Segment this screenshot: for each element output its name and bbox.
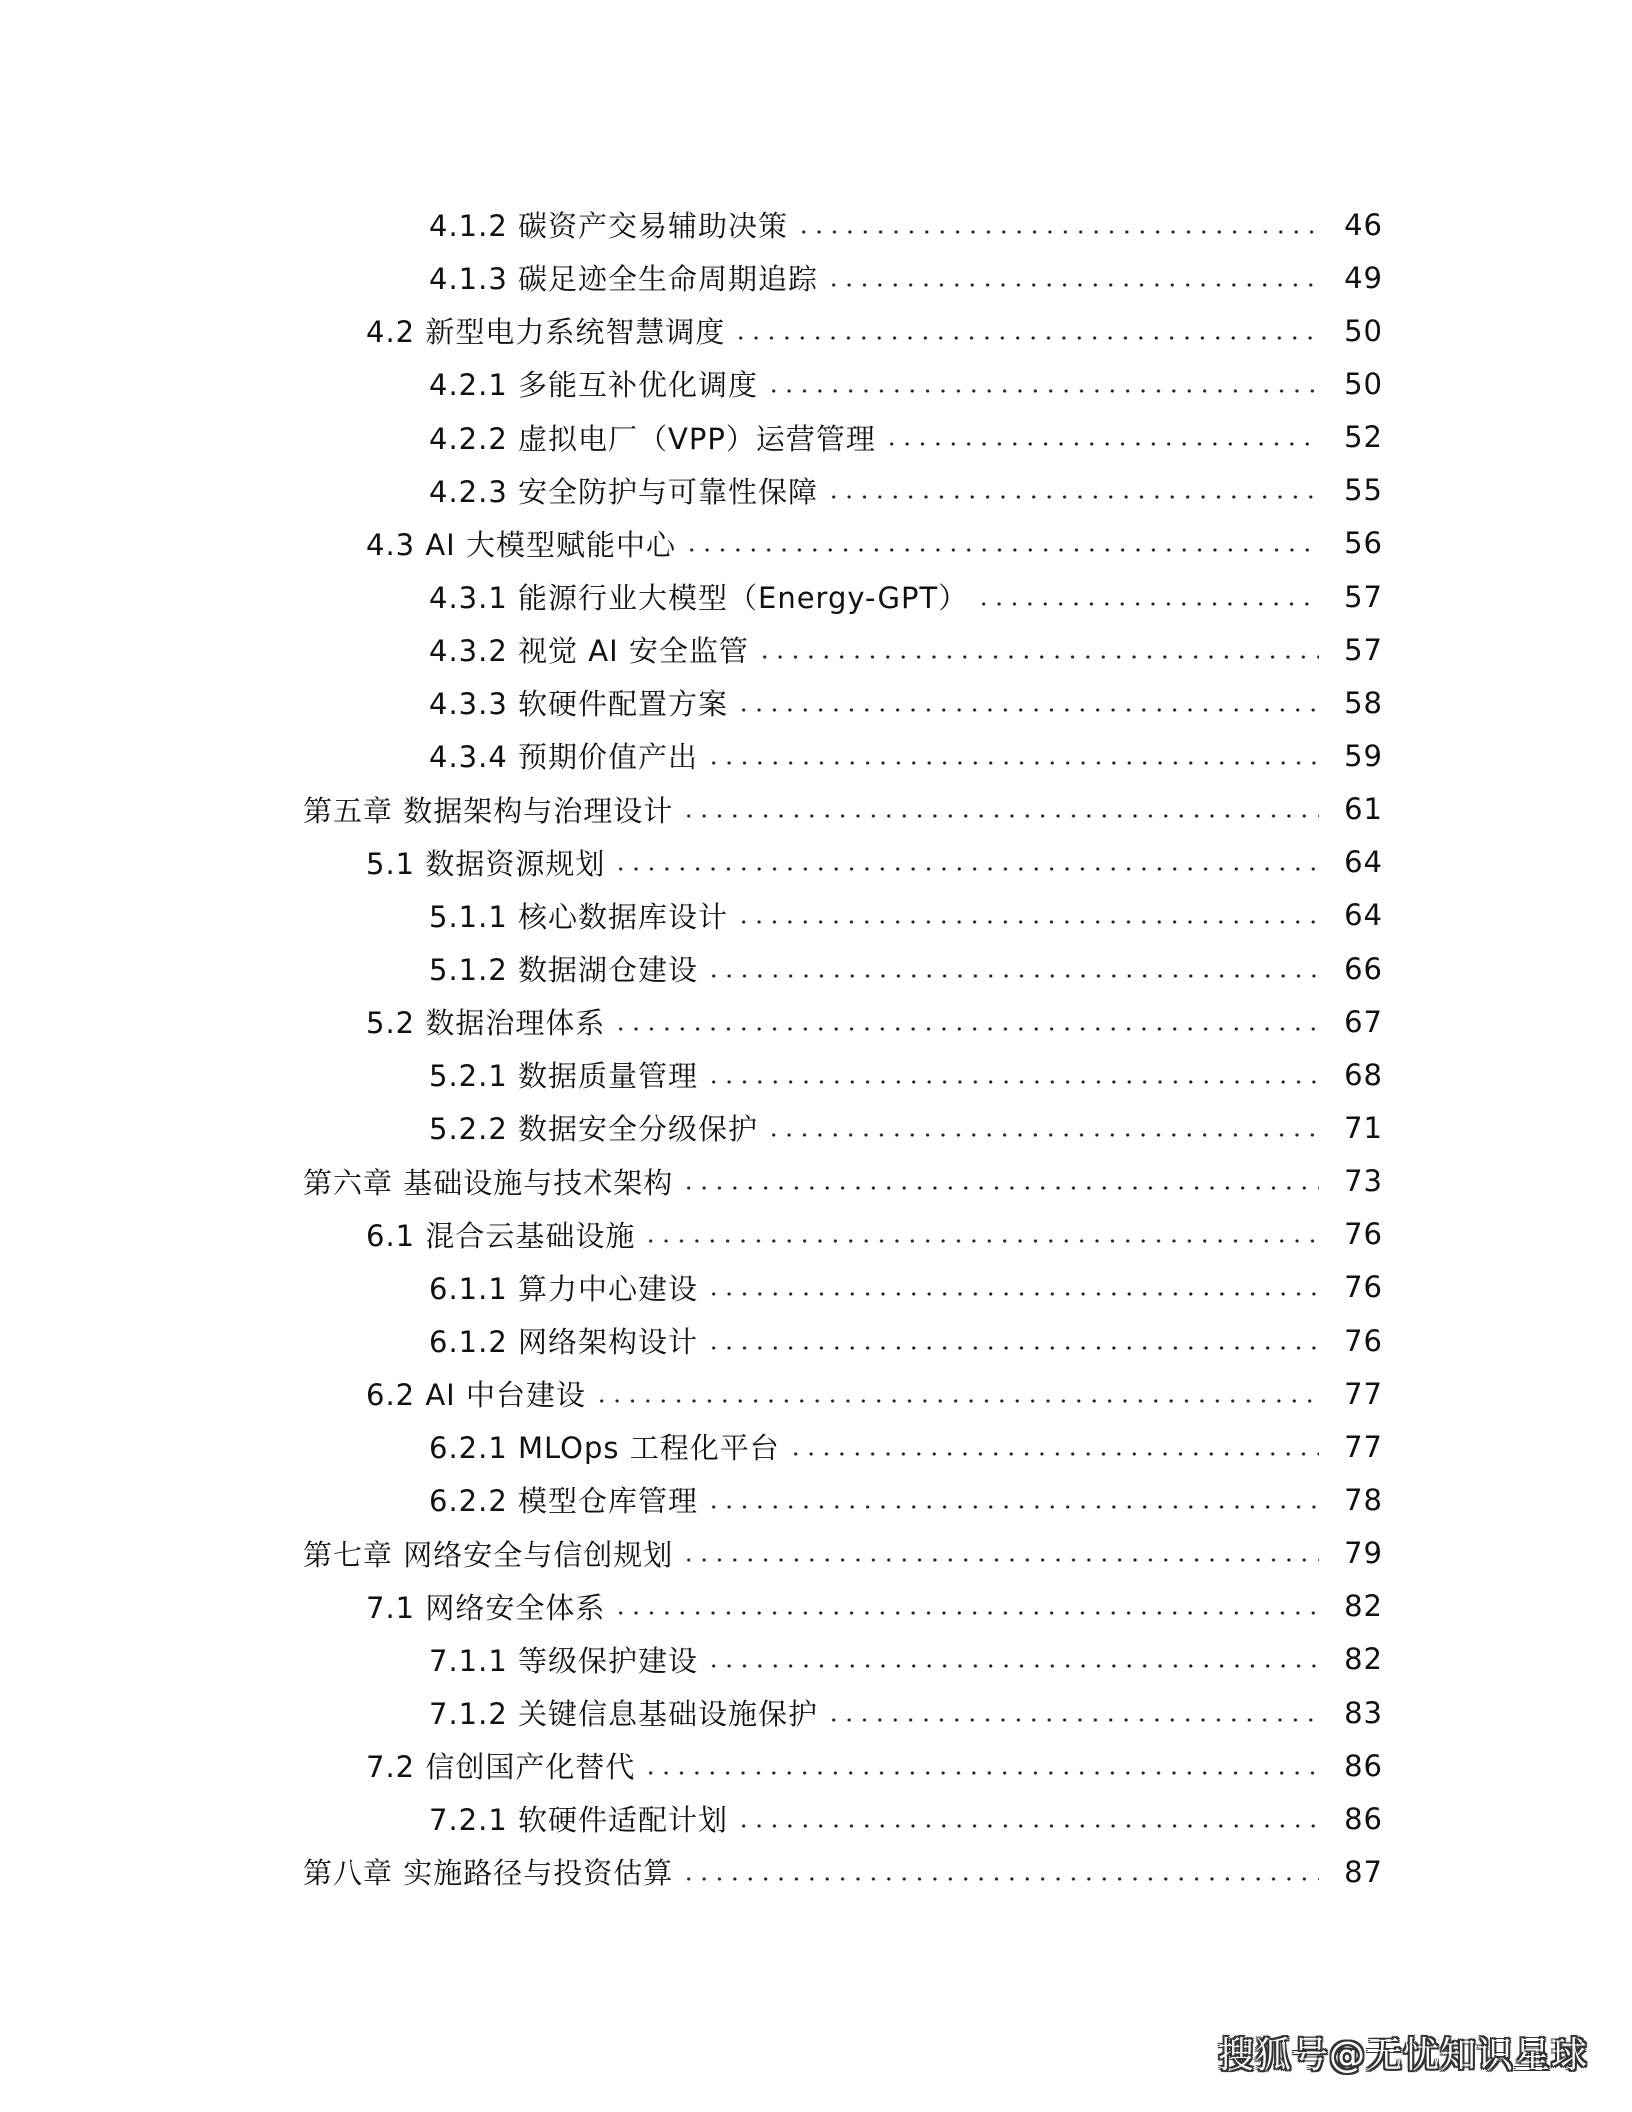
toc-entry-title: 4.3.3 软硬件配置方案 bbox=[429, 687, 729, 722]
toc-subsection-entry[interactable] bbox=[0, 1048, 1632, 1101]
dot-leader bbox=[706, 974, 1319, 978]
toc-subsection-entry[interactable] bbox=[0, 729, 1632, 782]
dot-leader bbox=[736, 920, 1319, 924]
toc-page-number: 73 bbox=[1344, 1164, 1383, 1199]
dot-leader bbox=[736, 708, 1319, 712]
dot-leader bbox=[826, 1718, 1319, 1722]
toc-page-number: 86 bbox=[1344, 1801, 1383, 1836]
toc-entry-title: 5.2.1 数据质量管理 bbox=[429, 1059, 699, 1094]
toc-page-number: 66 bbox=[1344, 951, 1383, 986]
dot-leader bbox=[976, 602, 1319, 606]
toc-entry-title: 7.2.1 软硬件适配计划 bbox=[429, 1803, 729, 1838]
dot-leader bbox=[757, 655, 1319, 659]
dot-leader bbox=[681, 1558, 1319, 1562]
dot-leader bbox=[643, 1239, 1319, 1243]
dot-leader bbox=[706, 1505, 1319, 1509]
dot-leader bbox=[706, 1292, 1319, 1296]
toc-section-entry[interactable] bbox=[0, 304, 1632, 357]
dot-leader bbox=[788, 1452, 1319, 1456]
dot-leader bbox=[884, 442, 1319, 446]
dot-leader bbox=[681, 1186, 1319, 1190]
toc-subsection-entry[interactable] bbox=[0, 1633, 1632, 1686]
toc-subsection-entry[interactable] bbox=[0, 1420, 1632, 1473]
toc-entry-title: 5.1.2 数据湖仓建设 bbox=[429, 953, 699, 988]
toc-entry-title: 6.1 混合云基础设施 bbox=[366, 1218, 636, 1253]
dot-leader bbox=[594, 1399, 1319, 1403]
toc-entry-title: 4.3.2 视觉 AI 安全监管 bbox=[429, 634, 749, 669]
dot-leader bbox=[681, 814, 1319, 818]
dot-leader bbox=[684, 548, 1319, 552]
toc-entry-title: 4.2.3 安全防护与可靠性保障 bbox=[429, 474, 819, 509]
toc-page-number: 76 bbox=[1344, 1217, 1383, 1252]
toc-subsection-entry[interactable] bbox=[0, 1261, 1632, 1314]
toc-page-number: 61 bbox=[1344, 792, 1383, 827]
toc-page-number: 50 bbox=[1344, 313, 1383, 348]
toc-section-entry[interactable] bbox=[0, 1580, 1632, 1633]
toc-subsection-entry[interactable] bbox=[0, 1792, 1632, 1845]
toc-entry-title: 6.2.2 模型仓库管理 bbox=[429, 1484, 699, 1519]
toc-subsection-entry[interactable] bbox=[0, 198, 1632, 251]
toc-page-number: 77 bbox=[1344, 1429, 1383, 1464]
toc-entry-title: 5.1 数据资源规划 bbox=[366, 846, 606, 881]
table-of-contents bbox=[0, 198, 1632, 1899]
toc-entry-title: 4.2.2 虚拟电厂（VPP）运营管理 bbox=[429, 421, 876, 456]
toc-page-number: 64 bbox=[1344, 845, 1383, 880]
dot-leader bbox=[826, 495, 1319, 499]
toc-entry-title: 6.2 AI 中台建设 bbox=[366, 1378, 586, 1413]
toc-page-number: 58 bbox=[1344, 685, 1383, 720]
toc-entry-title: 7.2 信创国产化替代 bbox=[366, 1750, 636, 1785]
toc-entry-title: 5.1.1 核心数据库设计 bbox=[429, 899, 729, 934]
toc-page-number: 57 bbox=[1344, 632, 1383, 667]
dot-leader bbox=[613, 867, 1319, 871]
toc-page-number: 76 bbox=[1344, 1270, 1383, 1305]
toc-page-number: 67 bbox=[1344, 1004, 1383, 1039]
toc-page-number: 55 bbox=[1344, 473, 1383, 508]
dot-leader bbox=[766, 389, 1319, 393]
toc-page-number: 77 bbox=[1344, 1376, 1383, 1411]
toc-subsection-entry[interactable] bbox=[0, 1686, 1632, 1739]
toc-subsection-entry[interactable] bbox=[0, 942, 1632, 995]
toc-section-entry[interactable] bbox=[0, 995, 1632, 1048]
toc-entry-title: 4.1.3 碳足迹全生命周期追踪 bbox=[429, 262, 819, 297]
toc-page-number: 82 bbox=[1344, 1642, 1383, 1677]
toc-page-number: 82 bbox=[1344, 1589, 1383, 1624]
dot-leader bbox=[706, 1080, 1319, 1084]
toc-entry-title: 7.1 网络安全体系 bbox=[366, 1590, 606, 1625]
toc-page-number: 78 bbox=[1344, 1482, 1383, 1517]
toc-subsection-entry[interactable] bbox=[0, 570, 1632, 623]
toc-subsection-entry[interactable] bbox=[0, 251, 1632, 304]
toc-entry-title: 4.2 新型电力系统智慧调度 bbox=[366, 315, 726, 350]
toc-chapter-entry[interactable] bbox=[0, 783, 1632, 836]
toc-subsection-entry[interactable] bbox=[0, 1314, 1632, 1367]
dot-leader bbox=[733, 336, 1319, 340]
toc-entry-title: 6.2.1 MLOps 工程化平台 bbox=[429, 1431, 780, 1466]
toc-subsection-entry[interactable] bbox=[0, 889, 1632, 942]
toc-page-number: 87 bbox=[1344, 1854, 1383, 1889]
toc-chapter-entry[interactable] bbox=[0, 1845, 1632, 1898]
toc-page-number: 79 bbox=[1344, 1536, 1383, 1571]
toc-entry-title: 第五章 数据架构与治理设计 bbox=[303, 793, 674, 828]
dot-leader bbox=[706, 1664, 1319, 1668]
toc-entry-title: 5.2 数据治理体系 bbox=[366, 1006, 606, 1041]
dot-leader bbox=[681, 1877, 1319, 1881]
toc-chapter-entry[interactable] bbox=[0, 1155, 1632, 1208]
dot-leader bbox=[736, 1824, 1319, 1828]
toc-page-number: 76 bbox=[1344, 1323, 1383, 1358]
toc-page-number: 46 bbox=[1344, 207, 1383, 242]
toc-section-entry[interactable] bbox=[0, 517, 1632, 570]
toc-page-number: 86 bbox=[1344, 1748, 1383, 1783]
toc-page-number: 68 bbox=[1344, 1057, 1383, 1092]
toc-entry-title: 4.3 AI 大模型赋能中心 bbox=[366, 527, 676, 562]
toc-entry-title: 4.3.4 预期价值产出 bbox=[429, 740, 699, 775]
dot-leader bbox=[826, 283, 1319, 287]
toc-entry-title: 4.1.2 碳资产交易辅助决策 bbox=[429, 209, 789, 244]
dot-leader bbox=[643, 1771, 1319, 1775]
toc-page-number: 52 bbox=[1344, 420, 1383, 455]
toc-subsection-entry[interactable] bbox=[0, 623, 1632, 676]
dot-leader bbox=[613, 1027, 1319, 1031]
toc-entry-title: 6.1.2 网络架构设计 bbox=[429, 1325, 699, 1360]
toc-entry-title: 4.2.1 多能互补优化调度 bbox=[429, 368, 759, 403]
toc-subsection-entry[interactable] bbox=[0, 464, 1632, 517]
dot-leader bbox=[613, 1611, 1319, 1615]
toc-page-number: 59 bbox=[1344, 738, 1383, 773]
toc-entry-title: 第八章 实施路径与投资估算 bbox=[303, 1856, 674, 1891]
toc-page-number: 49 bbox=[1344, 260, 1383, 295]
toc-entry-title: 5.2.2 数据安全分级保护 bbox=[429, 1112, 759, 1147]
toc-section-entry[interactable] bbox=[0, 836, 1632, 889]
toc-section-entry[interactable] bbox=[0, 1739, 1632, 1792]
toc-entry-title: 7.1.1 等级保护建设 bbox=[429, 1643, 699, 1678]
toc-entry-title: 7.1.2 关键信息基础设施保护 bbox=[429, 1697, 819, 1731]
toc-subsection-entry[interactable] bbox=[0, 676, 1632, 729]
toc-subsection-entry[interactable] bbox=[0, 411, 1632, 464]
toc-section-entry[interactable] bbox=[0, 1367, 1632, 1420]
toc-entry-title: 4.3.1 能源行业大模型（Energy-GPT） bbox=[429, 581, 969, 616]
toc-entry-title: 第六章 基础设施与技术架构 bbox=[303, 1165, 674, 1200]
toc-chapter-entry[interactable] bbox=[0, 1527, 1632, 1580]
toc-page-number: 71 bbox=[1344, 1110, 1383, 1145]
toc-page-number: 83 bbox=[1344, 1695, 1383, 1730]
dot-leader bbox=[796, 230, 1319, 234]
watermark: 搜狐号@无忧知识星球 bbox=[1217, 2035, 1588, 2076]
dot-leader bbox=[706, 761, 1319, 765]
toc-subsection-entry[interactable] bbox=[0, 1101, 1632, 1154]
toc-page-number: 50 bbox=[1344, 366, 1383, 401]
toc-section-entry[interactable] bbox=[0, 1208, 1632, 1261]
toc-subsection-entry[interactable] bbox=[0, 1473, 1632, 1526]
toc-page-number: 64 bbox=[1344, 898, 1383, 933]
toc-subsection-entry[interactable] bbox=[0, 357, 1632, 410]
dot-leader bbox=[766, 1133, 1319, 1137]
toc-page-number: 57 bbox=[1344, 579, 1383, 614]
dot-leader bbox=[706, 1346, 1319, 1350]
toc-page-number: 56 bbox=[1344, 526, 1383, 561]
toc-entry-title: 第七章 网络安全与信创规划 bbox=[303, 1537, 674, 1572]
toc-entry-title: 6.1.1 算力中心建设 bbox=[429, 1271, 699, 1306]
